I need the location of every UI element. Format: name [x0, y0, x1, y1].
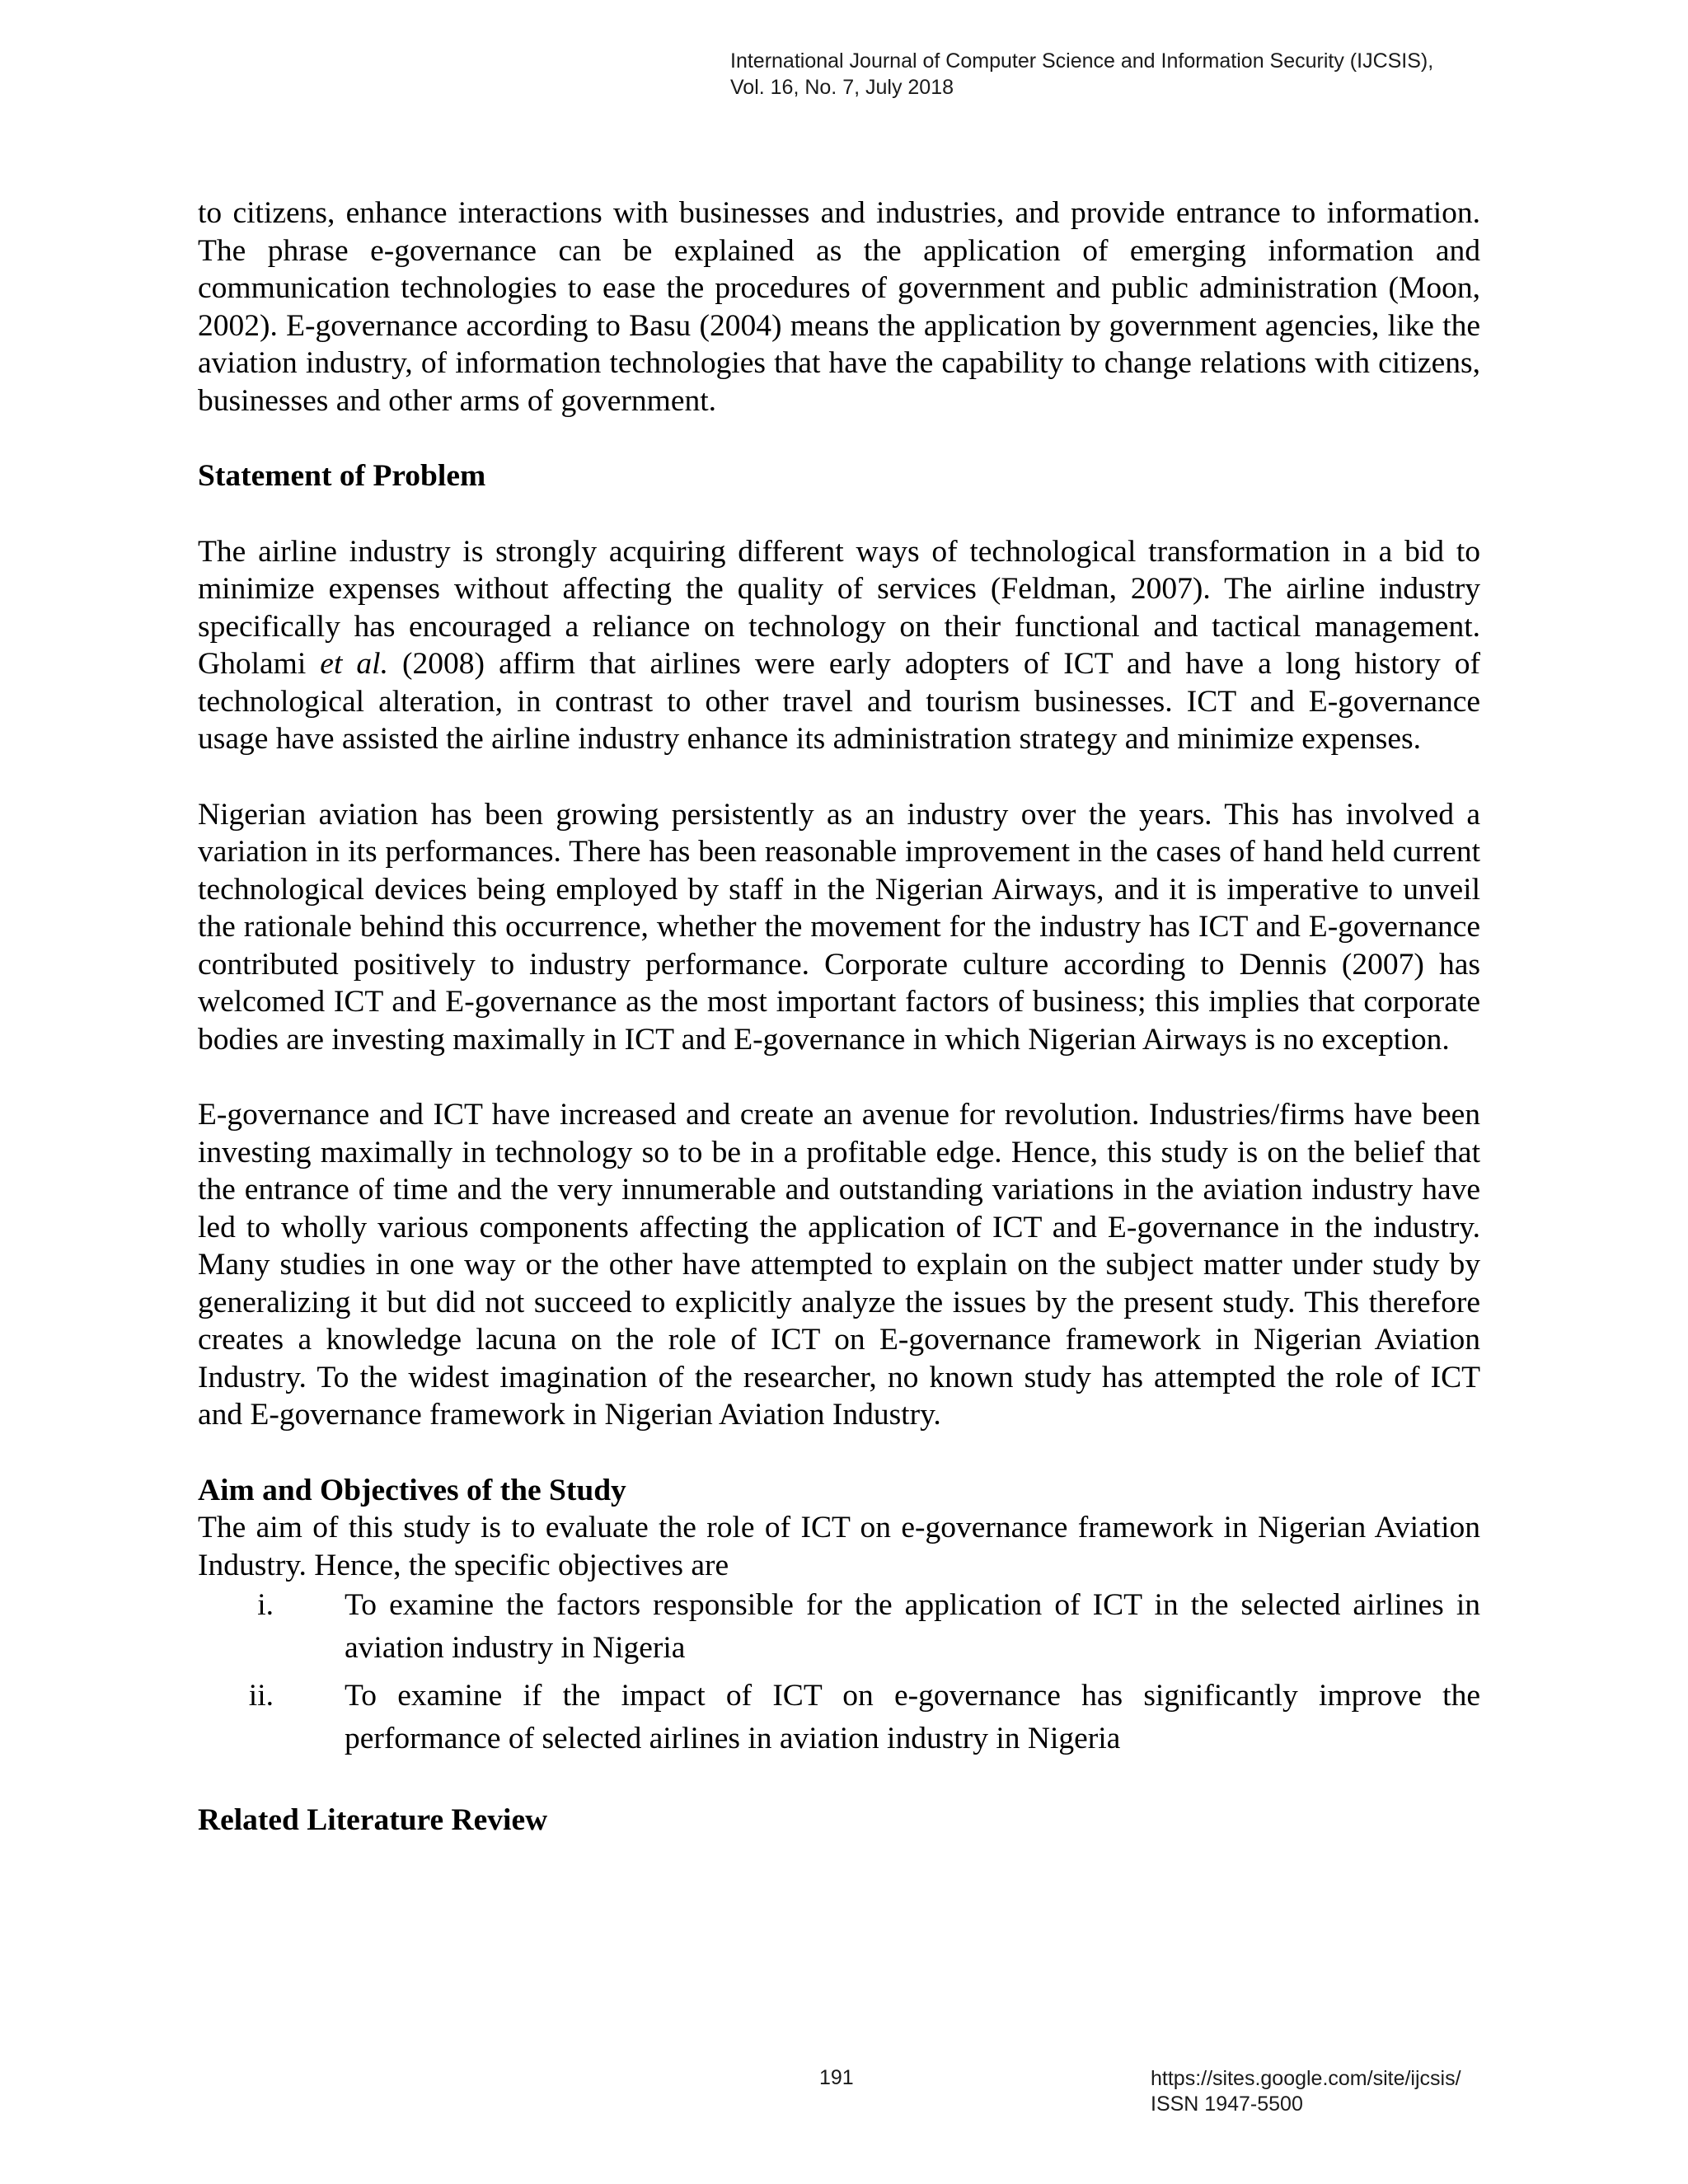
journal-volume: Vol. 16, No. 7, July 2018: [730, 76, 954, 99]
statement-paragraph-3: E-governance and ICT have increased and create an avenue for revolution. Industries/firms have been investing maximally in technology so to be in a profitable edge. Hence, this study is on the belief that the entrance of time and the very innumerable and outstanding variations in the aviation industry have led to wholly various components affecting the application of ICT and E-governance in the industry. Many studies in one way or the other have attempted to explain on the subject matter under study by generalizing it but did not succeed to explicitly analyze the issues by the present study. This therefore creates a knowledge lacuna on the role of ICT on E-governance framework in Nigerian Aviation Industry. To the widest imagination of the researcher, no known study has attempted the role of ICT and E-governance framework in Nigerian Aviation Industry.: [198, 1098, 1480, 1432]
intro-paragraph: to citizens, enhance interactions with businesses and industries, and provide entrance to information. The phrase e-governance can be explained as the application of emerging information and communication technologies to ease the procedures of government and public administration (Moon, 2002). E-governance according to Basu (2004) means the application by government agencies, like the aviation industry, of information technologies that have the capability to change relations with citizens, businesses and other arms of government.: [198, 196, 1480, 418]
list-item: [198, 1584, 1480, 1670]
list-item-text: To examine if the impact of ICT on e-governance has significantly improve the performance of selected airlines in aviation industry in Nigeria: [345, 1679, 1480, 1755]
list-item-number: i.: [257, 1588, 274, 1622]
section-heading-aims: Aim and Objectives of the Study: [198, 1473, 626, 1507]
aims-intro: The aim of this study is to evaluate the role of ICT on e-governance framework in Nigerian Aviation Industry. Hence, the specific objectives are: [198, 1511, 1480, 1582]
article-body: [198, 194, 1480, 1840]
statement-paragraph-2: Nigerian aviation has been growing persistently as an industry over the years. This has involved a variation in its performances. There has been reasonable improvement in the cases of hand held current technological devices being employed by staff in the Nigerian Airways, and it is imperative to unveil the rationale behind this occurrence, whether the movement for the industry has ICT and E-governance contributed positively to industry performance. Corporate culture according to Dennis (2007) has welcomed ICT and E-governance as the most important factors of business; this implies that corporate bodies are investing maximally in ICT and E-governance in which Nigerian Airways is no exception.: [198, 797, 1480, 1057]
statement-p1-text-a: The airline industry is strongly acquiring different ways of technological transformation in a bid to minimize expenses without affecting the quality of services (Feldman, 2007). The airline industry specifically has encouraged a reliance on technology on their functional and tactical management. Gholami: [198, 534, 1480, 681]
list-item-text: To examine the factors responsible for the application of ICT in the selected airlines in aviation industry in Nigeria: [345, 1588, 1480, 1665]
section-heading-literature: Related Literature Review: [198, 1803, 548, 1837]
spacer: [198, 1765, 1480, 1802]
footer-info: [1151, 2066, 1461, 2117]
journal-issn: ISSN 1947-5500: [1151, 2093, 1303, 2116]
statement-paragraph-1: [198, 533, 1480, 758]
section-heading-statement: Statement of Problem: [198, 459, 486, 493]
list-item: [198, 1675, 1480, 1760]
journal-url: https://sites.google.com/site/ijcsis/: [1151, 2067, 1461, 2090]
journal-header: [730, 48, 1433, 101]
journal-title: International Journal of Computer Science and Information Security (IJCSIS),: [730, 49, 1434, 73]
statement-p1-text-b: (2008) affirm that airlines were early adopters of ICT and have a long history of technological alteration, in contrast to other travel and tourism businesses. ICT and E-governance usage have assisted the airline industry enhance its administration strategy and minimize expenses.: [198, 647, 1480, 756]
page-number: 191: [819, 2066, 854, 2089]
list-item-number: ii.: [248, 1679, 274, 1713]
objectives-list: [198, 1584, 1480, 1760]
statement-p1-italic: et al.: [320, 647, 388, 681]
